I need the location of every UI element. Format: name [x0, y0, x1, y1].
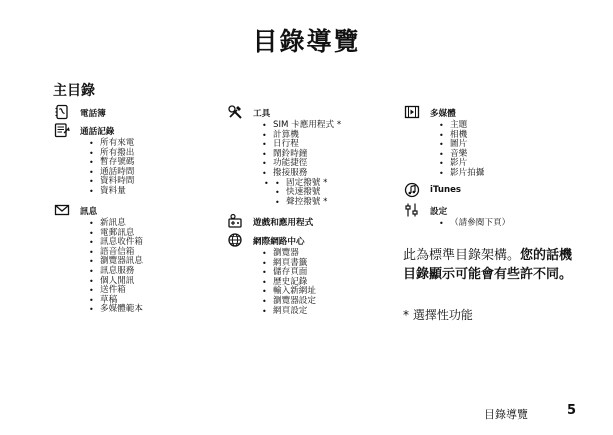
phonebook-icon: [54, 104, 70, 120]
tools-list: [262, 121, 341, 207]
itunes-icon: [404, 182, 420, 198]
tools-icon: [227, 104, 243, 120]
call-log-list: [89, 139, 134, 197]
menu-item[interactable]: • 音樂: [439, 150, 484, 160]
menu-item[interactable]: • 影片: [439, 159, 484, 169]
dialing-services-sublist-wrapper: [264, 179, 341, 208]
menu-item[interactable]: • 送件箱: [89, 286, 143, 296]
menu-item[interactable]: • SIM 卡應用程式 *: [262, 121, 341, 131]
menu-item[interactable]: • 新訊息: [89, 219, 143, 229]
dialing-services-sublist: [275, 179, 341, 208]
menu-item[interactable]: • 輸入新網址: [262, 287, 316, 297]
menu-item[interactable]: • 網頁書籤: [262, 259, 316, 269]
menu-item[interactable]: • 影片拍攝: [439, 169, 484, 179]
multimedia-list: [439, 121, 484, 179]
itunes-label: iTunes: [430, 185, 462, 195]
menu-item[interactable]: • 瀏覽器設定: [262, 297, 316, 307]
multimedia-icon: [404, 104, 420, 120]
menu-item[interactable]: • 鬧鈴時鐘: [262, 150, 341, 160]
footer-label: 目錄導覽: [484, 408, 528, 421]
globe-icon: [227, 232, 243, 248]
optional-feature-footnote: * 選擇性功能: [403, 308, 473, 322]
main-menu-title: 主目錄: [53, 83, 95, 99]
multimedia-label: 多媒體: [430, 109, 456, 119]
call-log-section[interactable]: [54, 124, 134, 197]
menu-item[interactable]: • 草稿: [89, 296, 143, 306]
call-log-icon: [54, 122, 70, 138]
web-label: 網際網路中心: [253, 237, 305, 247]
menu-item[interactable]: • 圖片: [439, 140, 484, 150]
menu-item[interactable]: • 計算機: [262, 131, 341, 141]
multimedia-section[interactable]: [404, 106, 484, 179]
call-log-label: 通話記錄: [80, 127, 115, 137]
menu-item[interactable]: • 瀏覽器訊息: [89, 257, 143, 267]
menu-note: [403, 246, 583, 284]
menu-item[interactable]: • 訊息收件箱: [89, 238, 143, 248]
web-section[interactable]: [227, 234, 316, 316]
menu-item[interactable]: • 儲存頁面: [262, 268, 316, 278]
menu-item[interactable]: • 瀏覽器: [262, 249, 316, 259]
submenu-item[interactable]: • • 固定撥號 *: [275, 179, 341, 189]
menu-item[interactable]: • 所有撥出: [89, 149, 134, 159]
messages-label: 訊息: [80, 207, 98, 217]
settings-label: 設定: [430, 207, 448, 217]
tools-label: 工具: [253, 109, 271, 119]
menu-item[interactable]: • 資料時間: [89, 177, 134, 187]
tools-section[interactable]: [227, 106, 341, 207]
web-list: [262, 249, 316, 316]
envelope-icon: [54, 202, 70, 218]
menu-item[interactable]: • 資料量: [89, 187, 134, 197]
settings-section[interactable]: [404, 204, 510, 229]
settings-list: [439, 219, 510, 229]
menu-item[interactable]: • 通話時間: [89, 168, 134, 178]
menu-item[interactable]: • 相機: [439, 131, 484, 141]
menu-item[interactable]: • 暫存號碼: [89, 158, 134, 168]
page-title: 目錄導覽: [252, 27, 361, 56]
page-number: 5: [567, 403, 577, 418]
messages-list: [89, 219, 143, 315]
menu-note-strong: 您的話機目錄顯示可能會有些許不同。: [403, 248, 573, 282]
menu-item[interactable]: • 所有來電: [89, 139, 134, 149]
menu-note-plain: 此為標準目錄架構。: [403, 248, 521, 263]
menu-item[interactable]: • 網頁設定: [262, 307, 316, 317]
menu-item[interactable]: • 訊息服務: [89, 267, 143, 277]
menu-item[interactable]: • 多媒體範本: [89, 305, 143, 315]
games-apps-icon: [227, 213, 243, 229]
menu-item[interactable]: • （請參閱下頁）: [439, 219, 510, 229]
phonebook-label: 電話簿: [80, 109, 106, 119]
messages-section[interactable]: [54, 204, 143, 315]
menu-item[interactable]: • 主題: [439, 121, 484, 131]
menu-item[interactable]: • 撥接服務: [262, 169, 341, 179]
menu-item[interactable]: • 個人閒訊: [89, 277, 143, 287]
submenu-item[interactable]: • 聲控撥號 *: [275, 198, 341, 208]
menu-item[interactable]: • 功能捷徑: [262, 159, 341, 169]
menu-item[interactable]: • 語音信箱: [89, 248, 143, 258]
games-apps-label: 遊戲和應用程式: [253, 218, 314, 228]
submenu-item[interactable]: • 快速撥號: [275, 188, 341, 198]
menu-item[interactable]: • 歷史記錄: [262, 278, 316, 288]
menu-item[interactable]: • 電郵訊息: [89, 229, 143, 239]
menu-item[interactable]: • 日行程: [262, 140, 341, 150]
settings-icon: [404, 202, 420, 218]
